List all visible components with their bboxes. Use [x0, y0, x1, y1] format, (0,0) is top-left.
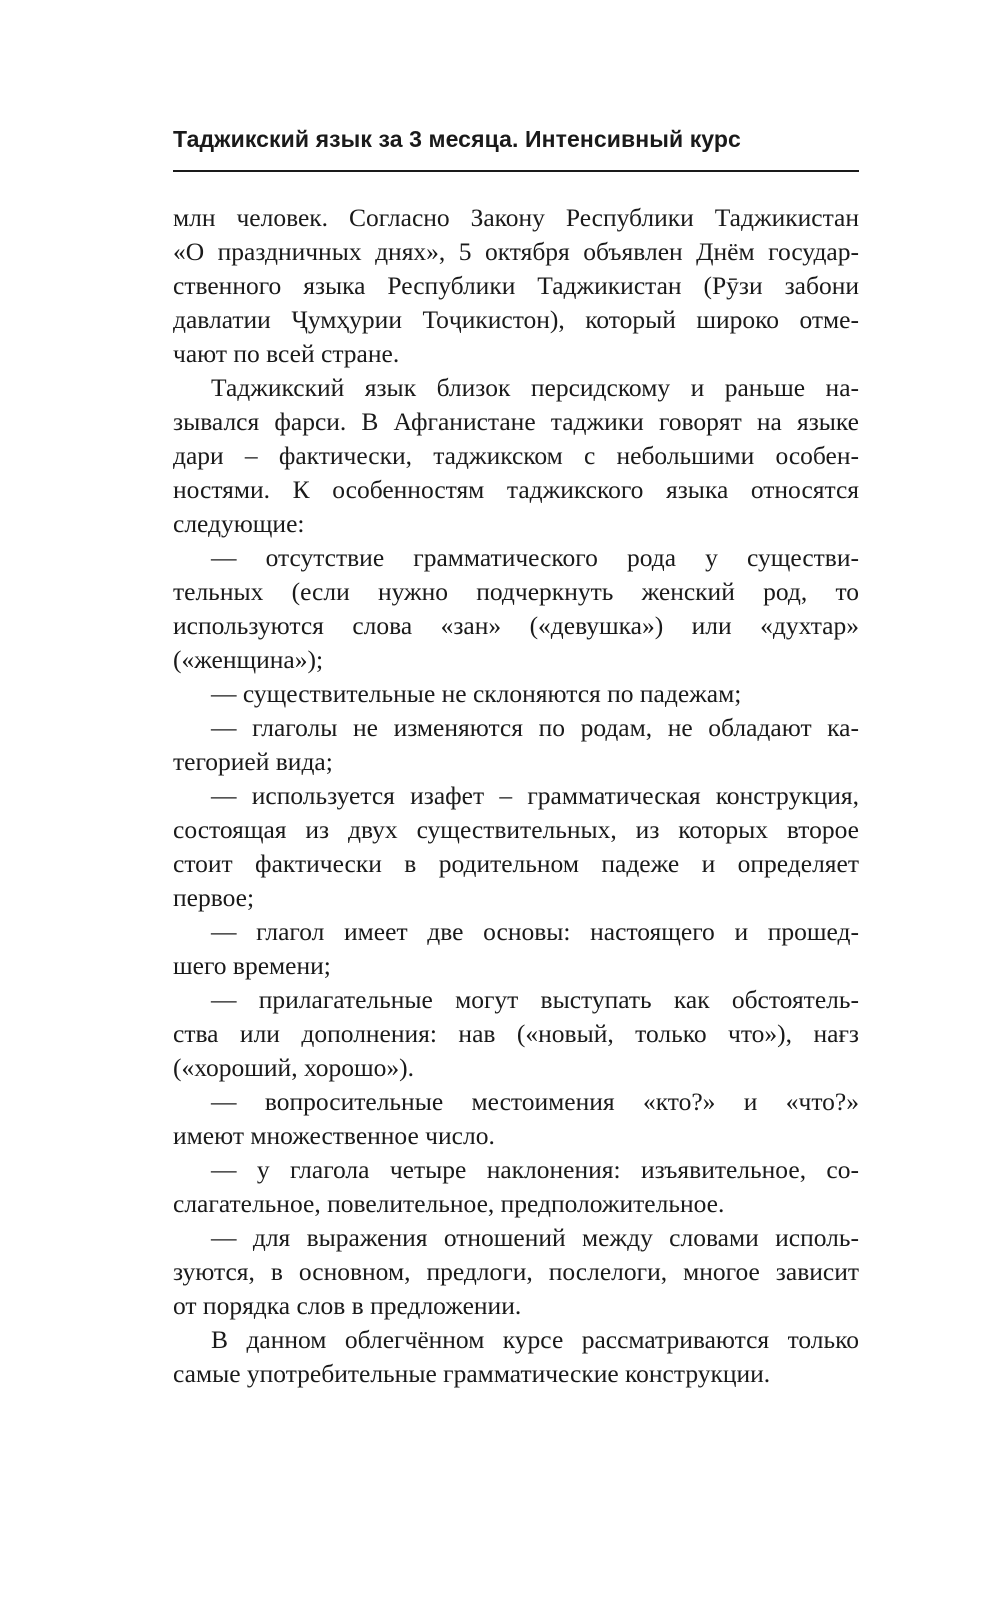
text-line: ства или дополнения: нав («новый, только что»), нағз — [173, 1019, 859, 1048]
text-line: от порядка слов в предложении. — [173, 1291, 522, 1320]
text-line: тельных (если нужно подчеркнуть женский род, то — [173, 577, 859, 606]
text-line: чают по всей стране. — [173, 339, 400, 368]
list-item-line: — глагол имеет две основы: настоящего и прошед- — [211, 917, 859, 946]
body-text — [173, 201, 859, 1391]
list-item-line: — существительные не склоняются по падежам; — [211, 679, 742, 708]
list-item-line: — у глагола четыре наклонения: изъявительное, со- — [211, 1155, 859, 1184]
text-line: используются слова «зан» («девушка») или «духтар» — [173, 611, 859, 640]
header-rule — [173, 170, 859, 172]
text-line: зывался фарси. В Афганистане таджики говорят на языке — [173, 407, 859, 436]
list-item-line: — прилагательные могут выступать как обстоятель- — [211, 985, 859, 1014]
text-line: зуются, в основном, предлоги, послелоги, многое зависит — [173, 1257, 859, 1286]
running-head-title: Таджикский язык за 3 месяца. Интенсивный курс — [173, 126, 741, 152]
text-line: млн человек. Согласно Закону Республики Таджикистан — [173, 203, 859, 232]
text-line: тегорией вида; — [173, 747, 333, 776]
text-line: («хороший, хорошо»). — [173, 1053, 414, 1082]
text-line: состоящая из двух существительных, из которых второе — [173, 815, 859, 844]
list-item-line: — используется изафет – грамматическая конструкция, — [211, 781, 859, 810]
text-line: следующие: — [173, 509, 305, 538]
text-line: шего времени; — [173, 951, 331, 980]
text-line: «О праздничных днях», 5 октября объявлен Днём государ- — [173, 237, 859, 266]
text-line: В данном облегчённом курсе рассматриваются только — [211, 1325, 859, 1354]
list-item-line: — вопросительные местоимения «кто?» и «что?» — [211, 1087, 859, 1116]
list-item-line: — для выражения отношений между словами исполь- — [211, 1223, 859, 1252]
text-line: («женщина»); — [173, 645, 324, 674]
text-line: ностями. К особенностям таджикского языка относятся — [173, 475, 859, 504]
text-line: слагательное, повелительное, предположительное. — [173, 1189, 725, 1218]
text-line: давлатии Ҷумҳурии Тоҷикистон), который широко отме- — [173, 305, 859, 334]
list-item-line: — отсутствие грамматического рода у существи- — [211, 543, 859, 572]
text-line: имеют множественное число. — [173, 1121, 495, 1150]
text-line: самые употребительные грамматические конструкции. — [173, 1359, 771, 1388]
text-line: ственного языка Республики Таджикистан (Рӯзи забони — [173, 271, 859, 300]
text-line: первое; — [173, 883, 255, 912]
list-item-line: — глаголы не изменяются по родам, не обладают ка- — [211, 713, 859, 742]
text-line: стоит фактически в родительном падеже и определяет — [173, 849, 859, 878]
text-line: Таджикский язык близок персидскому и раньше на- — [211, 373, 859, 402]
text-line: дари – фактически, таджикском с небольшими особен- — [173, 441, 859, 470]
